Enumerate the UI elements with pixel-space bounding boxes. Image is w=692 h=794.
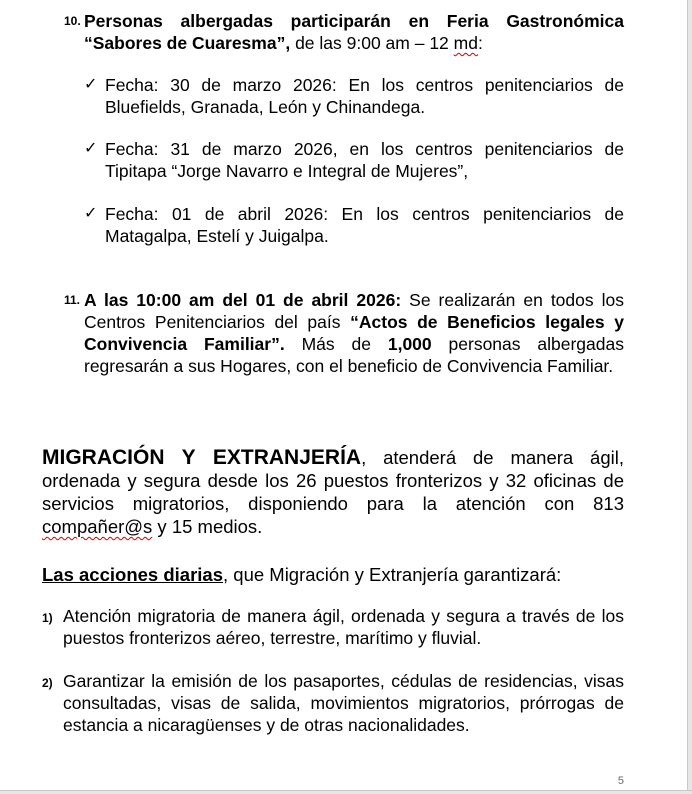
acciones-heading: Las acciones diarias xyxy=(42,564,223,585)
checkmark-icon: ✓ xyxy=(84,205,98,222)
migracion-paragraph xyxy=(42,446,624,538)
item-11-lead: A las 10:00 am del 01 de abril 2026: xyxy=(84,290,402,310)
acciones-item-2-number: 2) xyxy=(42,676,53,690)
item-11-text-3: personas albergadas regresarán a sus Hogares, con el beneficio de Convivencia Familiar. xyxy=(84,334,624,376)
item-10-bullet-2: Fecha: 31 de marzo 2026, en los centros penitenciarios de Tipitapa “Jorge Navarro e Integral de Mujeres”, xyxy=(105,139,624,181)
page-number: 5 xyxy=(617,775,624,787)
item-11-count: 1,000 xyxy=(387,334,432,354)
page-edge-bottom xyxy=(0,790,692,794)
item-10-bullet-3: Fecha: 01 de abril 2026: En los centros penitenciarios de Matagalpa, Estelí y Juigalpa. xyxy=(105,204,624,246)
checkmark-icon: ✓ xyxy=(84,140,98,157)
item-10-time-prefix: de las 9:00 am – 12 xyxy=(290,33,454,53)
item-10-heading xyxy=(84,10,624,54)
item-10-time-md: md xyxy=(453,33,478,53)
migracion-text-end: y 15 medios. xyxy=(152,516,263,537)
item-11-number: 11. xyxy=(64,293,81,307)
migracion-spell-word: compañer@s xyxy=(42,516,153,537)
page-edge-right xyxy=(687,0,692,794)
acciones-text: , que Migración y Extranjería garantizará: xyxy=(223,564,562,585)
item-10-bullet-1: Fecha: 30 de marzo 2026: En los centros penitenciarios de Bluefields, Granada, León y Chinandega. xyxy=(105,75,624,117)
item-11-paragraph xyxy=(84,289,624,377)
acciones-item-2: Garantizar la emisión de los pasaportes, cédulas de residencias, visas consultadas, visas de salida, movimientos migratorios, prórrogas de estancia a nicaragüenses y de otras nacionalidades. xyxy=(63,671,624,735)
migracion-heading: MIGRACIÓN Y EXTRANJERÍA xyxy=(42,446,362,469)
acciones-heading-line xyxy=(42,563,624,586)
item-10-number: 10. xyxy=(64,14,81,28)
migracion-text: , atenderá de manera ágil, ordenada y segura desde los 26 puestos fronterizos y 32 oficinas de servicios migratorios, disponiendo para la atención con 813 xyxy=(42,447,624,514)
item-10-time-suffix: : xyxy=(477,33,483,53)
item-11-text-2: Más de xyxy=(284,334,388,354)
acciones-item-1: Atención migratoria de manera ágil, ordenada y segura a través de los puestos fronterizos aéreo, terrestre, marítimo y fluvial. xyxy=(63,606,624,648)
acciones-item-1-number: 1) xyxy=(42,611,53,625)
checkmark-icon: ✓ xyxy=(84,76,98,93)
item-10-title: Personas albergadas participarán en Feria Gastronómica “Sabores de Cuaresma”, xyxy=(84,11,624,53)
item-11-quote: “Actos de Beneficios legales y Convivencia Familiar”. xyxy=(84,312,624,354)
item-11-text-1: Se realizarán en todos los Centros Penitenciarios del país xyxy=(84,290,624,332)
